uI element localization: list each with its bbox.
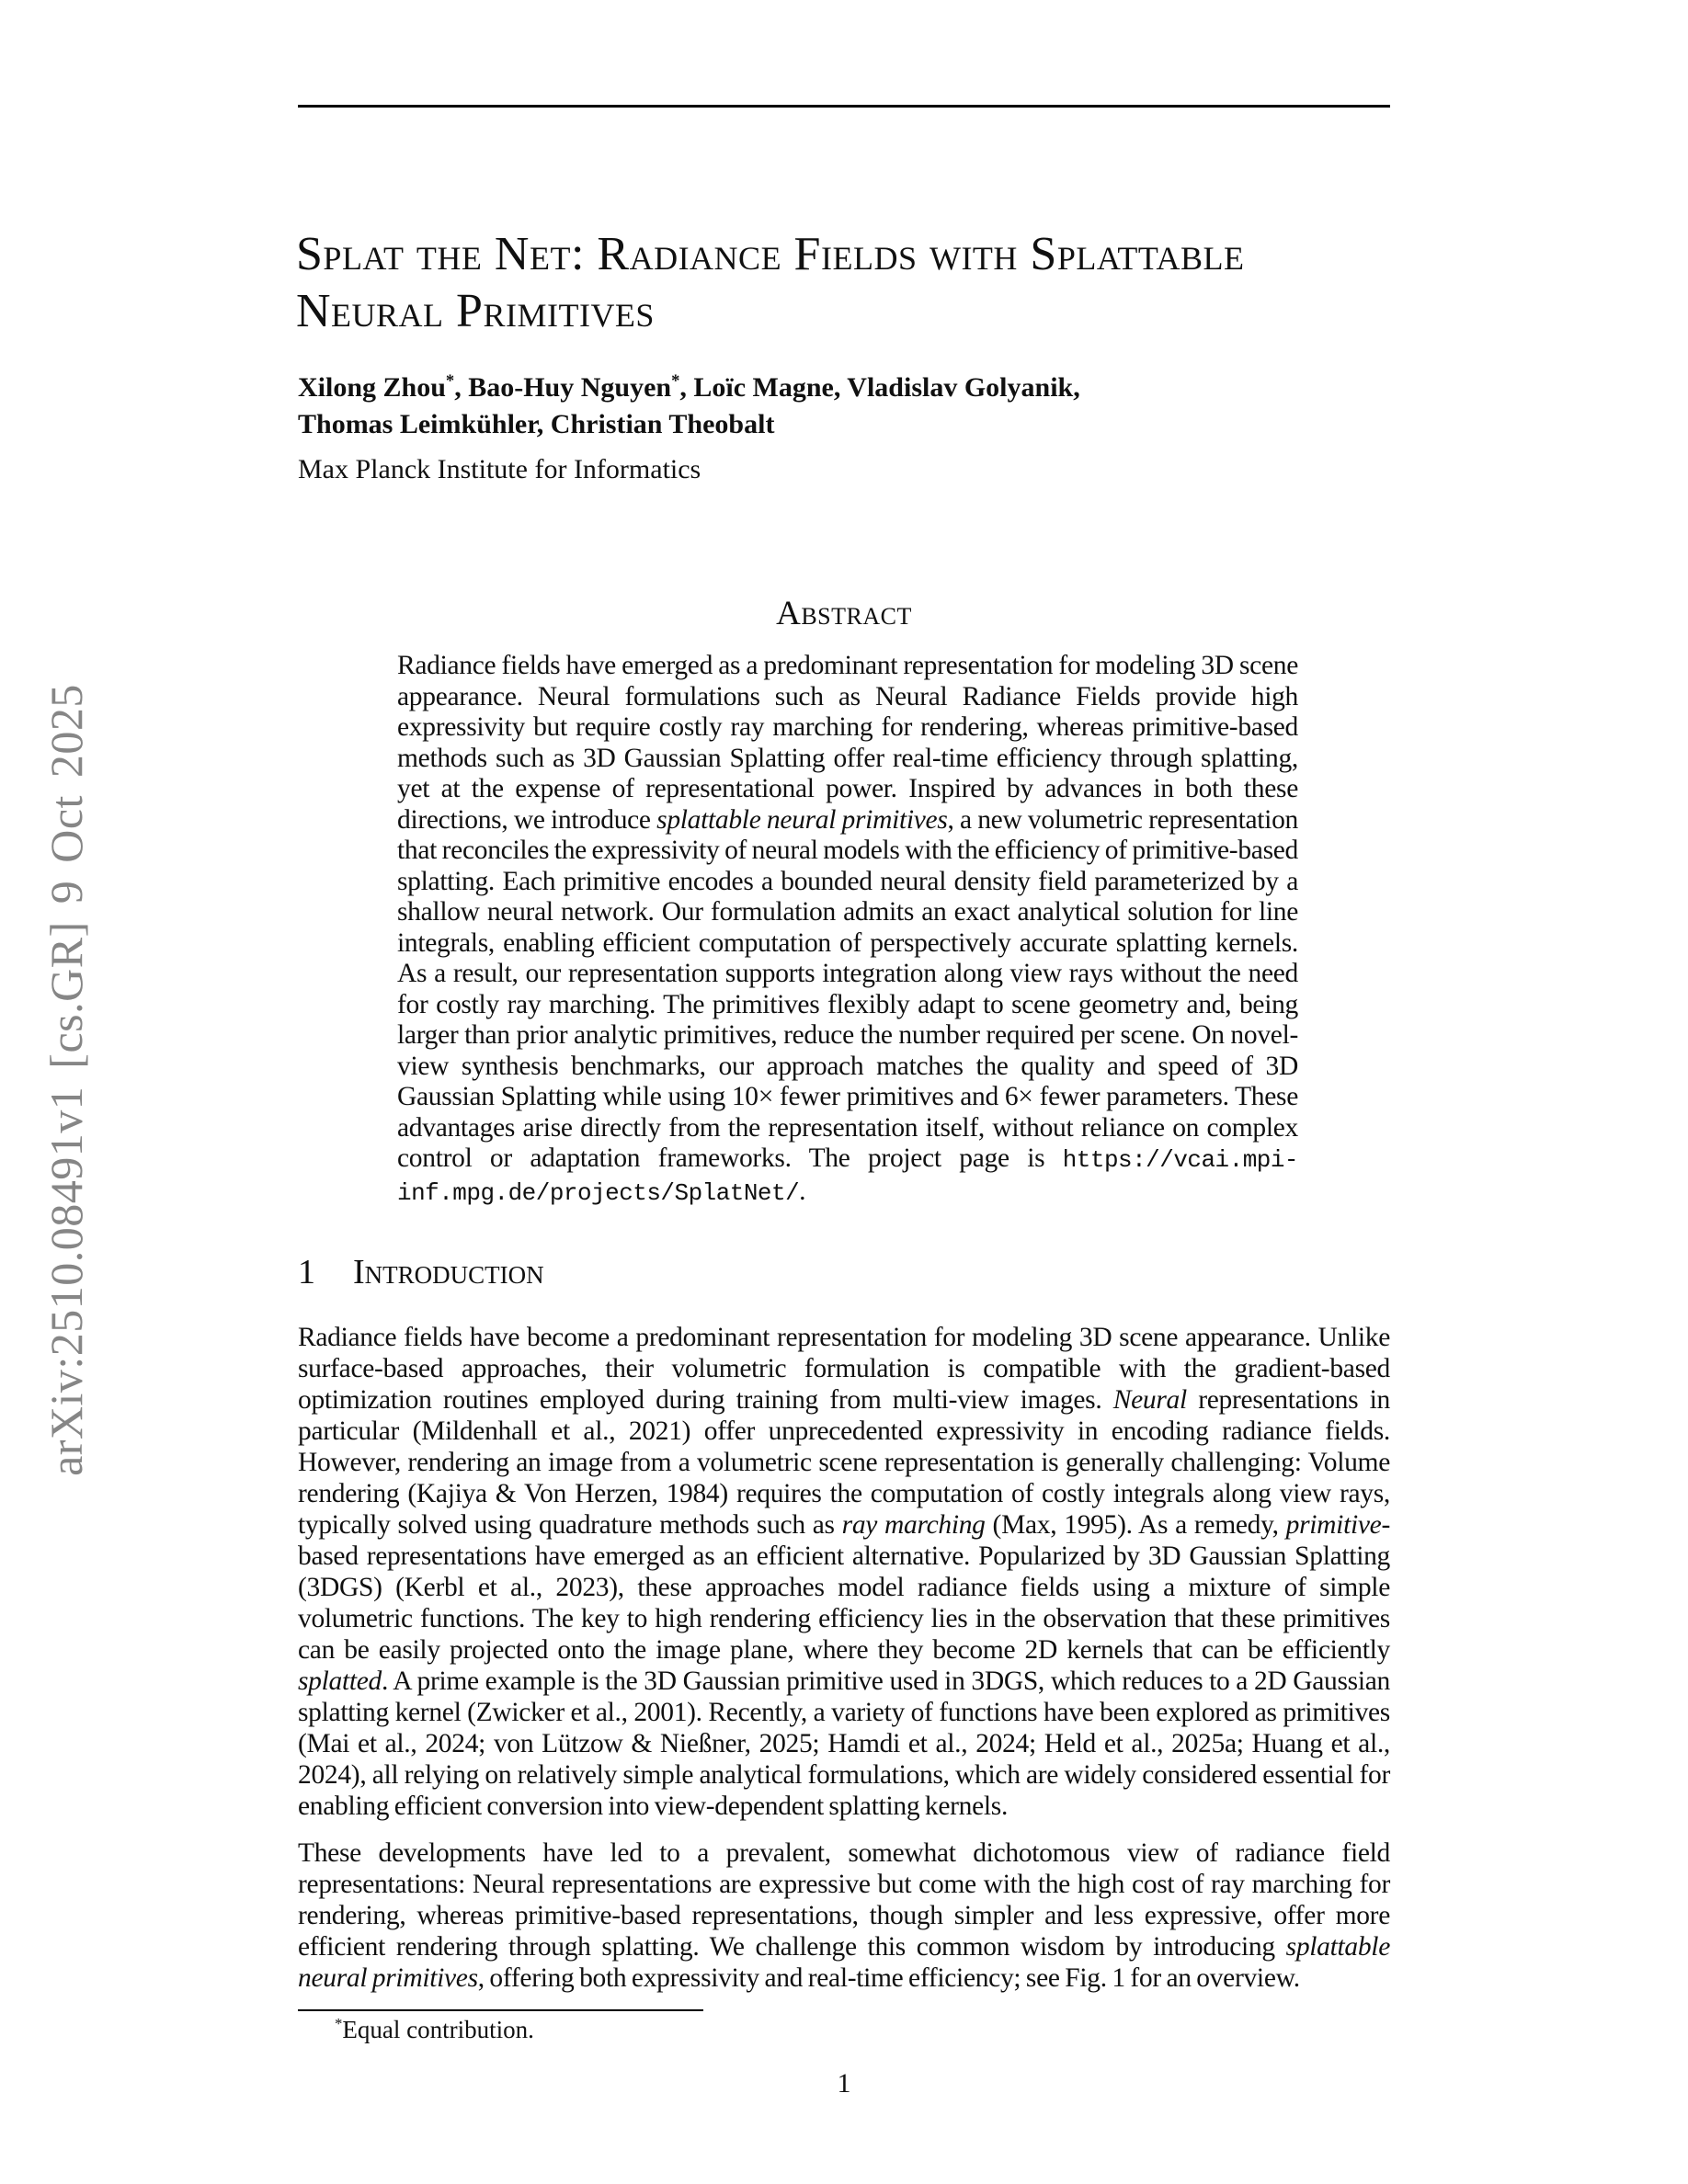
text-segment: primitive xyxy=(1285,1510,1382,1540)
text-segment: splattable neural primitives xyxy=(656,804,948,835)
text-segment: (Max, 1995). As a remedy, xyxy=(985,1510,1286,1540)
author-line-2: Thomas Leimkühler, Christian Theobalt xyxy=(298,409,775,439)
text-segment: , Bao-Huy Nguyen xyxy=(454,372,672,403)
title-line-1: Splat the Net: Radiance Fields with Splattable xyxy=(296,228,1245,280)
title-line-2: Neural Primitives xyxy=(296,285,655,337)
abstract-heading: Abstract xyxy=(776,595,912,632)
author-list xyxy=(298,370,1080,443)
footnote-marker: * xyxy=(335,2015,343,2032)
text-segment: * xyxy=(671,371,680,391)
text-segment: Xilong Zhou xyxy=(298,372,446,403)
text-segment: Radiance fields have emerged as a predominant representation for modeling 3D scene appearance. Neural formulations such as Neural Radiance Fields provide high expressivity but require costly ray marching for rendering, whereas primitive-based methods such as 3D Gaussian Splatting offer real-time efficiency through splatting, yet at the expense of representational power. Inspired by advances in both these directions, we introduce xyxy=(397,651,1298,835)
page-number: 1 xyxy=(837,2068,851,2099)
text-segment: . xyxy=(799,1176,806,1206)
text-segment: These developments have led to a prevalent, somewhat dichotomous view of radiance field representations: Neural representations are expressive but come with the high cost of ray marching for rendering, whereas primitive-based representations, though simpler and less expressive, offer more efficient rendering through splatting. We challenge this common wisdom by introducing xyxy=(298,1838,1390,1962)
author-line-1 xyxy=(298,370,1080,406)
text-segment: splatted xyxy=(298,1666,382,1696)
text-segment: . A prime example is the 3D Gaussian primitive used in 3DGS, which reduces to a 2D Gaussian splatting kernel (Zwicker et al., 2001). Recently, a variety of functions have been explored as primitives (Mai et al., 2024; von Lützow & Nießner, 2025; Hamdi et al., 2024; Held et al., 2025a; Huang et al., 2024), all relying on relatively simple analytical formulations, which are widely considered essential for enabling efficient conversion into view-dependent splatting kernels. xyxy=(298,1666,1390,1821)
text-segment: Neural xyxy=(1112,1385,1187,1415)
header-rule xyxy=(298,105,1390,108)
text-segment: , a new volumetric representation that reconciles the expressivity of neural models with the efficiency of primitive-based splatting. Each primitive encodes a bounded neural density field parameterized by a shallow neural network. Our formulation admits an exact analytical solution for line integrals, enabling efficient computation of perspectively accurate splatting kernels. As a result, our representation supports integration along view rays without the need for costly ray marching. The primitives flexibly adapt to scene geometry and, being larger than prior analytic primitives, reduce the number required per scene. On novel-view synthesis benchmarks, our approach matches the quality and speed of 3D Gaussian Splatting while using 10× fewer primitives and 6× fewer parameters. These advantages arise directly from the representation itself, without reliance on complex control or adaptation frameworks. The project page is xyxy=(397,804,1298,1173)
section-title: Introduction xyxy=(353,1253,544,1291)
arxiv-stamp: arXiv:2510.08491v1 [cs.GR] 9 Oct 2025 xyxy=(40,684,92,1476)
paper-title xyxy=(296,226,1244,340)
footnote xyxy=(298,2015,1390,2044)
footnote-rule xyxy=(298,2009,703,2011)
abstract-text xyxy=(397,651,1298,1209)
text-segment: representations in particular (Mildenhall et al., 2021) offer unprecedented expressivity in encoding radiance fields. However, rendering an image from a volumetric scene representation is generally challenging: Volume rendering (Kajiya & Von Herzen, 1984) requires the computation of costly integrals along view rays, typically solved using quadrature methods such as xyxy=(298,1385,1390,1540)
project-url-link[interactable]: https://vcai.mpi-inf.mpg.de/projects/SplatNet/ xyxy=(397,1146,1298,1207)
text-segment: Radiance fields have become a predominant representation for modeling 3D scene appearance. Unlike surface-based approaches, their volumetric formulation is compatible with the gradient-based optimization routines employed during training from multi-view images. xyxy=(298,1323,1390,1415)
text-segment: -based representations have emerged as an efficient alternative. Popularized by 3D Gaussian Splatting (3DGS) (Kerbl et al., 2023), these approaches model radiance fields using a mixture of simple volumetric functions. The key to high rendering efficiency lies in the observation that these primitives can be easily projected onto the image plane, where they become 2D kernels that can be efficiently xyxy=(298,1510,1390,1665)
text-segment: splattable neural primitives xyxy=(298,1932,1390,1993)
affiliation: Max Planck Institute for Informatics xyxy=(298,454,701,484)
intro-paragraph-2 xyxy=(298,1837,1390,1994)
section-number: 1 xyxy=(298,1253,315,1291)
footnote-text: Equal contribution. xyxy=(342,2016,534,2043)
intro-paragraph-1 xyxy=(298,1322,1390,1822)
section-heading-introduction xyxy=(298,1250,1390,1294)
text-segment: * xyxy=(445,371,455,391)
text-segment: , offering both expressivity and real-time efficiency; see Fig. 1 for an overview. xyxy=(477,1963,1300,1993)
text-segment: ray marching xyxy=(841,1510,986,1540)
introduction-section xyxy=(298,1250,1390,2044)
text-segment: , Loïc Magne, Vladislav Golyanik, xyxy=(679,372,1080,403)
